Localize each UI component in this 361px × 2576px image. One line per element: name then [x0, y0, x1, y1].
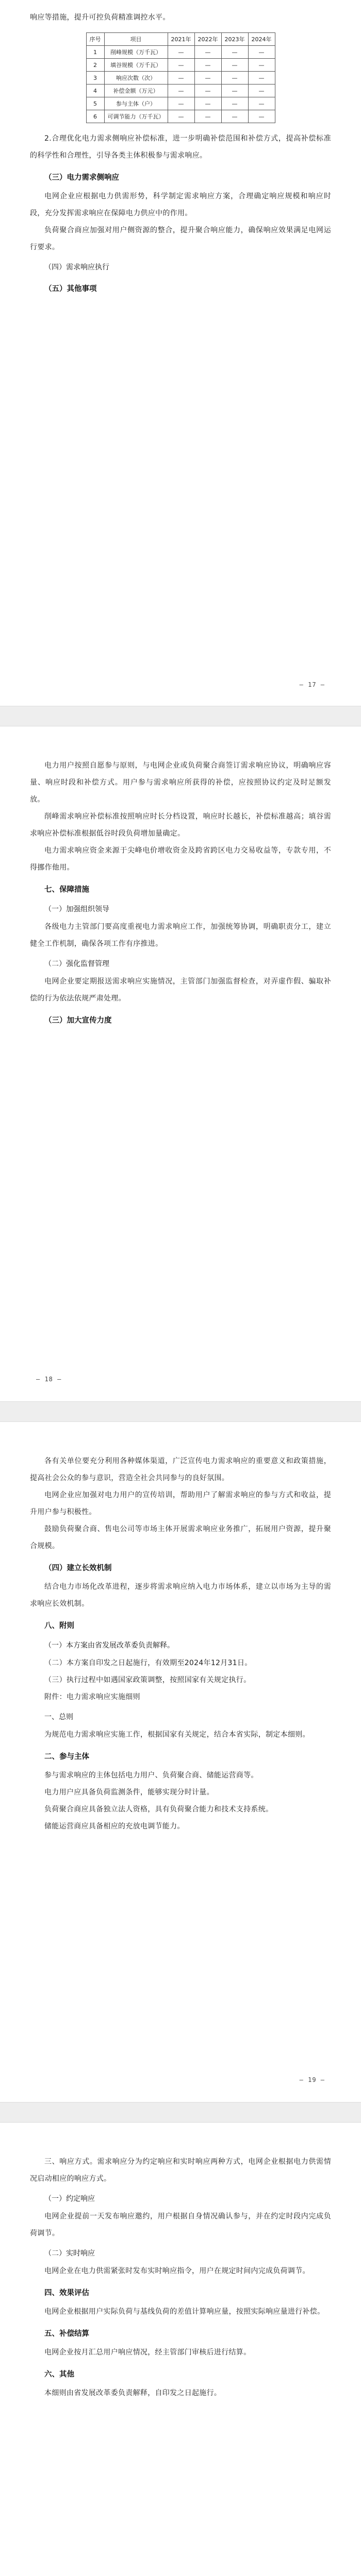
paragraph: 电网企业按月汇总用户响应情况，经主管部门审核后进行结算。 [44, 2348, 251, 2357]
page-separator [0, 2102, 361, 2123]
section-heading: （三）电力需求侧响应 [44, 174, 119, 182]
paragraph: 电网企业应根据电力供需形势，科学制定需求响应方案，合理确定响应规模和响应时段，充分发挥需求响应在保障电力供应中的作用。 [30, 192, 331, 217]
page-number: — 17 — [299, 681, 325, 688]
table-cell: — [168, 110, 194, 123]
page-separator [0, 706, 361, 726]
subsection-heading: （二）实时响应 [44, 2249, 95, 2258]
paragraph: 电网企业应加强对电力用户的宣传培训，帮助用户了解需求响应的参与方式和收益，提升用户参与积极性。 [30, 1491, 331, 1516]
table-row [86, 110, 275, 123]
paragraph: 储能运营商应具备相应的充放电调节能力。 [44, 1822, 185, 1831]
table-cell: — [194, 97, 221, 110]
table-cell: — [194, 110, 221, 123]
table-cell: 参与主体（户） [104, 97, 168, 110]
table-cell: — [168, 72, 194, 84]
data-table [86, 32, 275, 123]
paragraph: 电力用户按照自愿参与原则，与电网企业或负荷聚合商签订需求响应协议，明确响应容量、响应时段和补偿方式。用户参与需求响应所获得的补偿，应按照协议约定及时足额发放。 [30, 761, 331, 804]
paragraph: 电网企业在电力供需紧张时发布实时响应指令，用户在规定时间内完成负荷调节。 [44, 2267, 310, 2275]
section-heading: 五、补偿结算 [44, 2330, 89, 2338]
paragraph: 为规范电力需求响应实施工作，根据国家有关规定，结合本省实际，制定本细则。 [44, 1731, 310, 1739]
intro-text: 响应等措施，提升可控负荷精准调控水平。 [30, 13, 170, 22]
subsection-heading: （一）约定响应 [44, 2195, 95, 2203]
paragraph: 电力用户应具备负荷监测条件，能够实现分时计量。 [44, 1788, 214, 1797]
table-cell: — [221, 110, 248, 123]
table-cell: — [221, 97, 248, 110]
section-heading: 四、效果评估 [44, 2289, 89, 2297]
subsection-heading: （四）需求响应执行 [44, 263, 109, 272]
table-cell: — [221, 59, 248, 72]
table-row [86, 84, 275, 97]
table-cell: — [168, 84, 194, 97]
paragraph: 电网企业根据用户实际负荷与基线负荷的差值计算响应量，按照实际响应量进行补偿。 [44, 2308, 325, 2316]
table-cell: — [248, 46, 275, 59]
table-cell: 6 [86, 110, 104, 123]
paragraph: 电网企业提前一天发布响应邀约，用户根据自身情况确认参与，并在约定时段内完成负荷调节。 [30, 2212, 331, 2238]
table-header-cell: 2022年 [194, 33, 221, 46]
subsection-heading: 一、总则 [44, 1713, 73, 1721]
table-cell: — [168, 59, 194, 72]
table-cell: — [168, 46, 194, 59]
section-heading: （三）加大宣传力度 [44, 1016, 112, 1025]
table-cell: 5 [86, 97, 104, 110]
table-row [86, 97, 275, 110]
section-heading: （四）建立长效机制 [44, 1564, 112, 1572]
paragraph: 鼓励负荷聚合商、售电公司等市场主体开展需求响应业务推广，拓展用户资源，提升聚合规模。 [30, 1525, 331, 1550]
paragraph: 削峰需求响应补偿标准按照响应时长分档设置，响应时长越长，补偿标准越高；填谷需求响应补偿标准根据低谷时段负荷增加量确定。 [30, 812, 331, 838]
table-cell: — [194, 59, 221, 72]
paragraph: （二）本方案自印发之日起施行，有效期至2024年12月31日。 [44, 1659, 252, 1667]
table-header-cell: 序号 [86, 33, 104, 46]
paragraph: 参与需求响应的主体包括电力用户、负荷聚合商、储能运营商等。 [44, 1771, 258, 1780]
section-heading: （五）其他事项 [44, 285, 97, 293]
table-header-row [86, 33, 275, 46]
paragraph: 三、响应方式。需求响应分为约定响应和实时响应两种方式，电网企业根据电力供需情况启动相应的响应方式。 [30, 2158, 331, 2183]
table-header-cell: 2023年 [221, 33, 248, 46]
table-cell: 填谷规模（万千瓦） [104, 59, 168, 72]
table-cell: 3 [86, 72, 104, 84]
table-cell: — [248, 110, 275, 123]
section-heading: 八、附则 [44, 1622, 74, 1630]
paragraph: 结合电力市场化改革进程，逐步将需求响应纳入电力市场体系，建立以市场为主导的需求响应长效机制。 [30, 1583, 331, 1608]
table-cell: — [194, 84, 221, 97]
page-number: — 18 — [36, 1376, 62, 1383]
table-cell: — [248, 84, 275, 97]
section-heading: 六、其他 [44, 2370, 74, 2379]
table-row [86, 46, 275, 59]
subsection-heading: （一）加强组织领导 [44, 905, 109, 913]
table-row [86, 59, 275, 72]
paragraph: 各级电力主管部门要高度重视电力需求响应工作，加强统筹协调，明确职责分工，建立健全工作机制，确保各项工作有序推进。 [30, 923, 331, 948]
table-cell: 2 [86, 59, 104, 72]
page-number: — 19 — [299, 2076, 325, 2083]
table-row [86, 72, 275, 84]
page-1 [0, 0, 361, 706]
table-cell: 削峰规模（万千瓦） [104, 46, 168, 59]
page-separator [0, 1401, 361, 1422]
table-cell: — [194, 46, 221, 59]
paragraph: 电网企业要定期报送需求响应实施情况，主管部门加强监督检查，对弄虚作假、骗取补偿的行为依法依规严肃处理。 [30, 977, 331, 1003]
table-cell: 补偿金额（万元） [104, 84, 168, 97]
section-heading: 七、保障措施 [44, 886, 89, 894]
table-cell: — [221, 46, 248, 59]
table-cell: — [168, 97, 194, 110]
paragraph: 附件：电力需求响应实施细则 [44, 1693, 140, 1701]
table-cell: — [221, 72, 248, 84]
table-cell: — [248, 72, 275, 84]
page-4 [0, 2123, 361, 2576]
table-cell: — [248, 97, 275, 110]
table-header-cell: 项目 [104, 33, 168, 46]
table-cell: — [221, 84, 248, 97]
subsection-heading: （一）本方案由省发展改革委负责解释。 [44, 1641, 174, 1650]
table-cell: — [194, 72, 221, 84]
page-2 [0, 726, 361, 1401]
paragraph: 2.合理优化电力需求侧响应补偿标准，进一步明确补偿范围和补偿方式，提高补偿标准的科学性和合理性，引导各类主体积极参与需求响应。 [30, 134, 331, 160]
table-header-cell: 2021年 [168, 33, 194, 46]
table-cell: 可调节能力（万千瓦） [104, 110, 168, 123]
paragraph: 电力需求响应资金来源于尖峰电价增收资金及跨省跨区电力交易收益等，专款专用，不得挪作他用。 [30, 846, 331, 872]
paragraph: （三）执行过程中如遇国家政策调整，按照国家有关规定执行。 [44, 1676, 251, 1684]
paragraph: 负荷聚合商应具备独立法人资格，具有负荷聚合能力和技术支持系统。 [44, 1805, 273, 1814]
page-3 [0, 1422, 361, 2102]
paragraph: 本细则由省发展改革委负责解释，自印发之日起施行。 [44, 2389, 222, 2397]
table-header-cell: 2024年 [248, 33, 275, 46]
table-cell: 4 [86, 84, 104, 97]
subsection-heading: （二）强化监督管理 [44, 960, 109, 968]
section-heading: 二、参与主体 [44, 1753, 89, 1761]
table-cell: — [248, 59, 275, 72]
table-cell: 1 [86, 46, 104, 59]
paragraph: 负荷聚合商应加强对用户侧资源的整合，提升聚合响应能力，确保响应效果满足电网运行要求。 [30, 226, 331, 251]
table-cell: 响应次数（次） [104, 72, 168, 84]
paragraph: 各有关单位要充分利用各种媒体渠道，广泛宣传电力需求响应的重要意义和政策措施，提高社会公众的参与意识，营造全社会共同参与的良好氛围。 [30, 1457, 331, 1482]
